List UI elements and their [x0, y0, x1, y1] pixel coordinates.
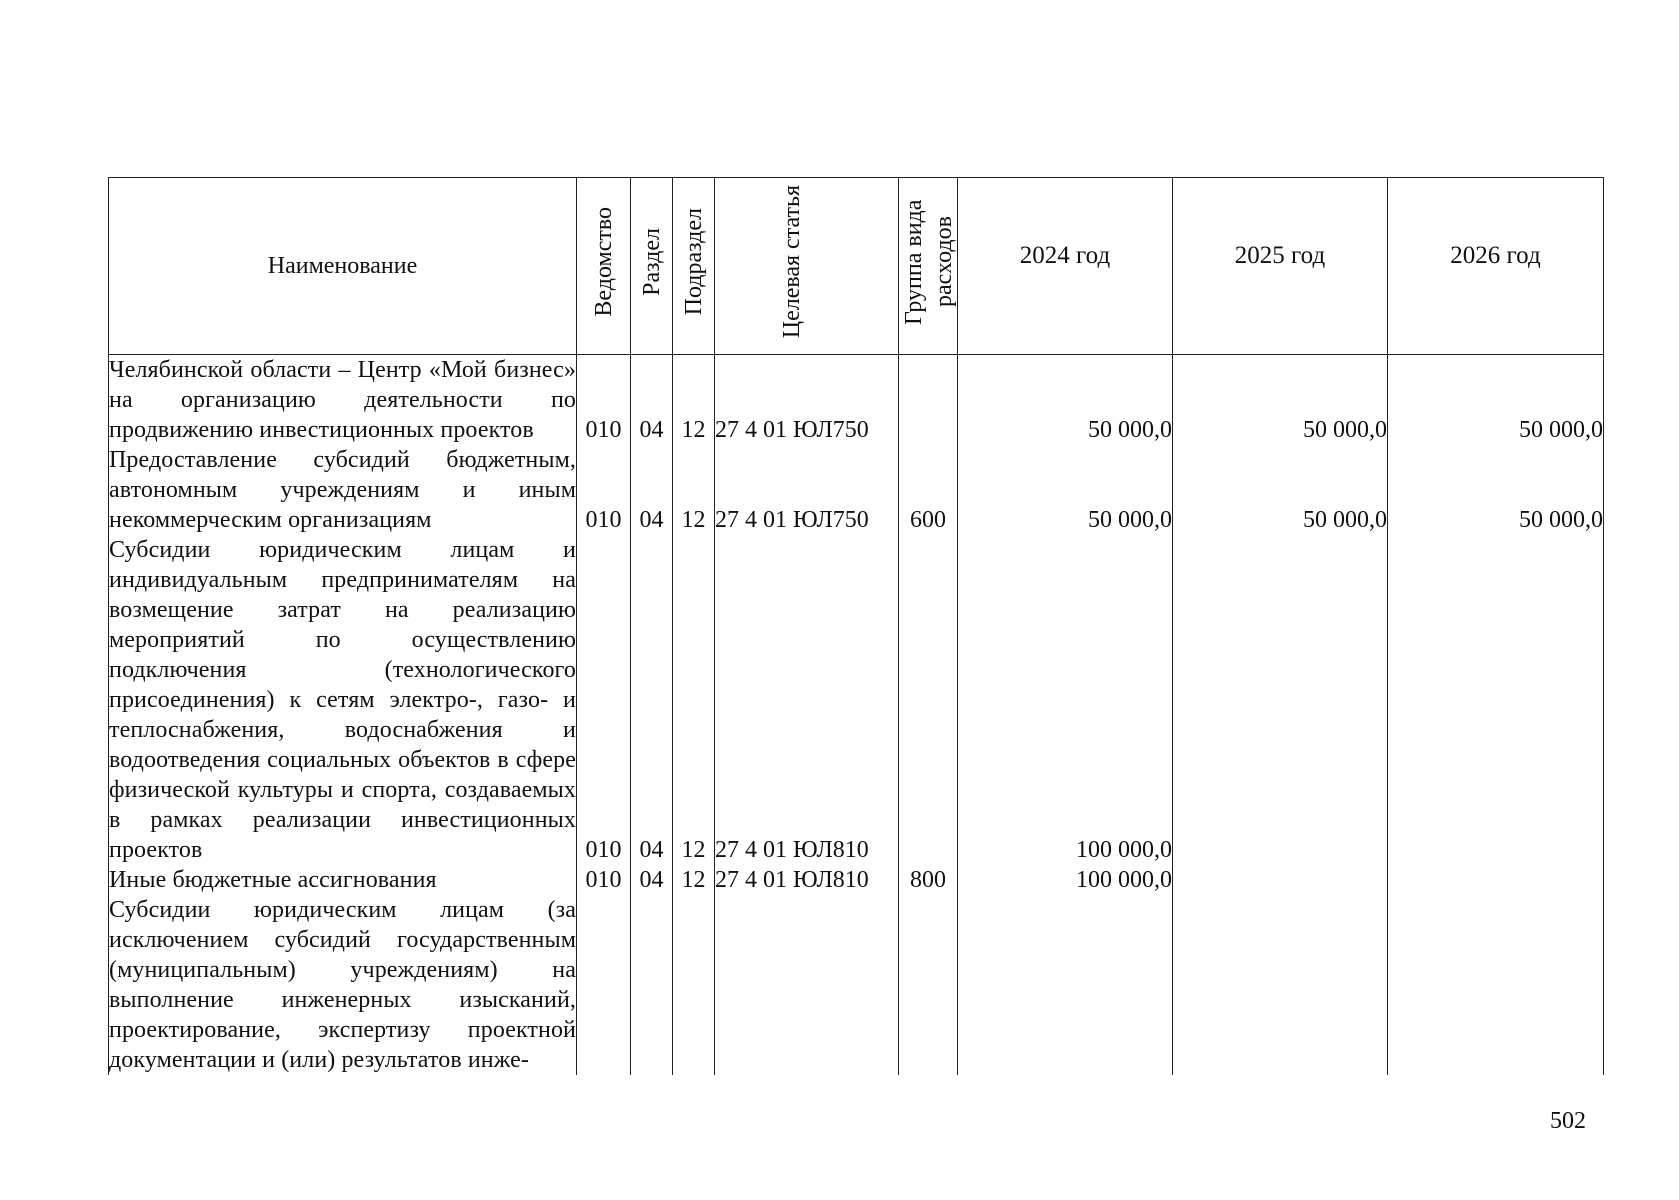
row-department: [577, 895, 631, 1075]
table-header-row: [109, 178, 1604, 355]
table-row: [109, 535, 1604, 865]
row-department: 010: [577, 445, 631, 535]
row-subsection: 12: [673, 445, 715, 535]
row-amount-2026: 50 000,0: [1388, 355, 1604, 446]
row-amount-2025: [1173, 865, 1388, 895]
table-row: [109, 865, 1604, 895]
row-amount-2026: [1388, 535, 1604, 865]
row-amount-2025: [1173, 895, 1388, 1075]
row-subsection: 12: [673, 355, 715, 446]
header-name: Наименование: [109, 178, 577, 355]
row-amount-2025: 50 000,0: [1173, 355, 1388, 446]
header-subsection: Подраздел: [673, 178, 715, 355]
row-department: 010: [577, 355, 631, 446]
row-amount-2025: 50 000,0: [1173, 445, 1388, 535]
header-section: Раздел: [631, 178, 673, 355]
row-amount-2024: 100 000,0: [958, 535, 1173, 865]
row-target: 27 4 01 ЮЛ810: [715, 865, 899, 895]
header-expense-group: Группа вида расходов: [899, 178, 958, 355]
row-subsection: [673, 895, 715, 1075]
row-name: Субсидии юридическим лицам (за исключением субсидий государственным (муниципальным) учреждениям) на выполнение инженерных изысканий, проектирование, экспертизу проектной документации и (или) результатов инже-: [109, 897, 576, 1073]
row-name: Иные бюджетные ассигнования: [109, 865, 577, 895]
row-section: 04: [631, 355, 673, 446]
row-amount-2024: 100 000,0: [958, 865, 1173, 895]
row-amount-2026: 50 000,0: [1388, 445, 1604, 535]
row-section: 04: [631, 535, 673, 865]
row-expense-group: [899, 535, 958, 865]
page-number: 502: [1550, 1108, 1586, 1134]
row-amount-2026: [1388, 865, 1604, 895]
header-year-2024: 2024 год: [958, 178, 1173, 355]
row-section: [631, 895, 673, 1075]
row-target: 27 4 01 ЮЛ750: [715, 355, 899, 446]
table-row: [109, 355, 1604, 446]
row-amount-2026: [1388, 895, 1604, 1075]
row-subsection: 12: [673, 535, 715, 865]
table-row: [109, 445, 1604, 535]
row-target: 27 4 01 ЮЛ750: [715, 445, 899, 535]
row-target: 27 4 01 ЮЛ810: [715, 535, 899, 865]
budget-table: [108, 177, 1604, 1075]
row-amount-2024: [958, 895, 1173, 1075]
row-expense-group: 600: [899, 445, 958, 535]
row-section: 04: [631, 865, 673, 895]
table-row: [109, 895, 1604, 1075]
row-name: Субсидии юридическим лицам и индивидуальным предпринимателям на возмещение затрат на реализацию мероприятий по осуществлению подключения (технологического присоединения) к сетям электро-, газо- и теплоснабжения, водоснабжения и водоотведения социальных объектов в сфере физической культуры и спорта, создаваемых в рамках реализации инвестиционных проектов: [109, 537, 576, 863]
row-department: 010: [577, 535, 631, 865]
row-amount-2024: 50 000,0: [958, 355, 1173, 446]
header-year-2025: 2025 год: [1173, 178, 1388, 355]
row-expense-group: 800: [899, 865, 958, 895]
row-name: Челябинской области – Центр «Мой бизнес» на организацию деятельности по продвижению инвестиционных проектов: [109, 355, 577, 446]
row-department: 010: [577, 865, 631, 895]
row-amount-2024: 50 000,0: [958, 445, 1173, 535]
header-target: Целевая статья: [715, 178, 899, 355]
header-department: Ведомство: [577, 178, 631, 355]
row-amount-2025: [1173, 535, 1388, 865]
row-expense-group: [899, 895, 958, 1075]
row-expense-group: [899, 355, 958, 446]
header-year-2026: 2026 год: [1388, 178, 1604, 355]
row-subsection: 12: [673, 865, 715, 895]
row-name: Предоставление субсидий бюджетным, автономным учреждениям и иным некоммерческим организациям: [109, 447, 576, 533]
row-section: 04: [631, 445, 673, 535]
row-target: [715, 895, 899, 1075]
